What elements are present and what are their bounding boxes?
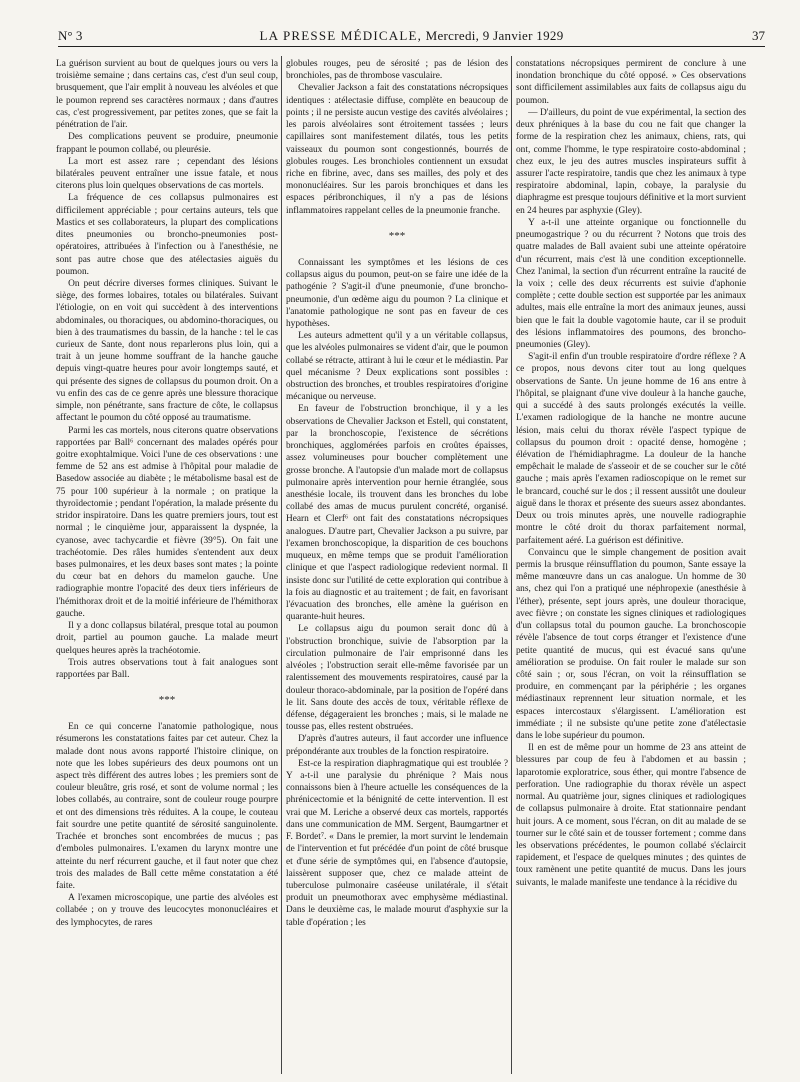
- column-rule: [511, 56, 512, 1074]
- paragraph: Il en est de même pour un homme de 23 ans atteint de blessures par coup de feu à l'abdomen et au bassin ; laparotomie exploratrice, sous éther, qui montre l'absence de perforation. Une radiographie du thorax révèle un aspect normal. Au quatrième jour, signes cliniques et radiologiques de collapsus pulmonaire à droite. Etat stationnaire pendant huit jours. A ce moment, sous l'écran, on dit au malade de se tourner sur le côté sain et de tousser fortement ; comme dans les observations précédentes, le poumon collabé s'éclaircit rapidement, et l'espace de quelques minutes ; des quintes de toux ramènent une petite quantité de mucus. Dans les jours suivants, le malade manifeste une tendance à la récidive du: [516, 743, 746, 888]
- paragraph: Il y a donc collapsus bilatéral, presque total au poumon droit, partiel au poumon gauche. La malade meurt quelques heures après la trachéotomie.: [56, 621, 278, 656]
- paragraph: En faveur de l'obstruction bronchique, il y a les observations de Chevalier Jackson et Estell, qui constatent, par la bronchoscopie, l'existence de sécrétions bronchiques, agglomérées parfois en croûtes épaisses, assez volumineuses pour boucher complètement une grosse bronche. A l'autopsie d'un malade mort de collapsus pulmonaire après intervention pour hernie étranglée, sous anesthésie locale, ils trouvent dans les bronches du lobe collabé des amas de mucus purulent concrété, organisé. Hearn et Clerf⁶ ont fait des constatations nécropsiques analogues. D'autre part, Chevalier Jackson a pu suivre, par l'examen bronchoscopique, la disparition de ces bouchons muqueux, en même temps que se produit l'amélioration clinique et que l'aspect radiologique redevient normal. Il insiste donc sur l'utilité de cette exploration qui contribue à la fois au diagnostic et au traitement ; de fait, en favorisant l'évacuation des bronches, elle amène la guérison en quarante-huit heures.: [286, 404, 508, 623]
- column-rule: [281, 56, 282, 1074]
- paragraph: En ce qui concerne l'anatomie pathologique, nous résumerons les constatations faites par cet auteur. Chez la malade dont nous avons rapporté l'histoire clinique, on note que les lobes supérieurs des deux poumons ont un aspect très différent des autres lobes ; les premiers sont de couleur bleuâtre, gris rosé, et sont de volume normal ; les lobes collabés, au contraire, sont de couleur rouge pourpre et ont des dimensions très réduites. A la coupe, le couteau fait sourdre une petite quantité de sérosité sanguinolente. Trachée et bronches sont encombrées de mucus ; pas d'emboles pulmonaires. L'examen du larynx montre une atteinte du nerf récurrent gauche, et il faut noter que chez trois des malades de Ball cette même constatation a été faite.: [56, 722, 278, 891]
- journal-title: [58, 28, 765, 44]
- running-header: [58, 26, 765, 47]
- paragraph: Chevalier Jackson a fait des constatations nécropsiques identiques : atélectasie diffuse, complète en beaucoup de points ; il ne persiste aucun vestige des cavités alvéolaires ; les parois alvéolaires sont étroitement tassées ; leurs capillaires sont manifestement dilatés, tous les petits vaisseaux du poumon sont congestionnés, bourrés de globules rouges. Les bronchioles contiennent un exsudat riche en fibrine, avec, dans ses mailles, des poly et des mononucléaires. Sur les parois bronchiques et dans les espaces péribronchiques, il n'y a pas de lésions inflammatoires rappelant celles de la pneumonie franche.: [286, 83, 508, 216]
- page-number: 37: [752, 28, 765, 43]
- paragraph: Parmi les cas mortels, nous citerons quatre observations rapportées par Ball⁶ concernant des malades opérés pour goitre exophtalmique. Voici l'une de ces observations : une femme de 52 ans est admise à l'hôpital pour maladie de Basedow associée au diabète ; le métabolisme basal est de 75 pour 100 supérieur à la normale ; on pratique la thyroïdectomie ; pendant l'opération, la malade présente du stridor inspiratoire. Dans les quatre premiers jours, tout est normal ; le cinquième jour, apparaissent la dyspnée, la cyanose, avec tachycardie et fièvre (39°5). On fait une trachéotomie. Des râles humides s'entendent aux deux bases pulmonaires, et les deux bases sont mates ; la pointe du cœur bat en dehors du mamelon gauche. Une radiographie montre l'opacité des deux tiers inférieurs de l'hémithorax droit et de la moitié inférieure de l'hémithorax gauche.: [56, 425, 278, 619]
- text-column-1: [56, 58, 278, 1073]
- paragraph: La mort est assez rare ; cependant des lésions bilatérales peuvent entraîner une issue fatale, et nous citerons plus loin quelques observations de cas mortels.: [56, 156, 278, 192]
- paragraph: La fréquence de ces collapsus pulmonaires est difficilement appréciable ; pour certains auteurs, tels que Mastics et ses collaborateurs, la plupart des complications dites pneumonies ou broncho-pneumonies post-opératoires, attribuées à l'infection ou à l'anesthésie, ne sont pas autre chose que des atélectasies aiguës du poumon.: [56, 193, 278, 277]
- paragraph: Les auteurs admettent qu'il y a un véritable collapsus, que les alvéoles pulmonaires se vident d'air, que le poumon collabé se rétracte, attirant à lui le cœur et le médiastin. Par quel mécanisme ? Deux explications sont possibles : obstruction des bronches, et troubles respiratoires d'origine mécanique ou nerveuse.: [286, 331, 508, 403]
- section-separator: ***: [388, 229, 406, 242]
- paragraph: S'agit-il enfin d'un trouble respiratoire d'ordre réflexe ? A ce propos, nous devons citer tout au long quelques observations de Sante. Un jeune homme de 16 ans entre à l'hôpital, se plaignant d'une vive douleur à la hanche gauche, qui a succédé à des sauts prolongés exécutés la veille. L'examen radiologique de la hanche ne montre aucune lésion, mais celui du thorax révèle l'aspect typique de collapsus du poumon droit : opacité dense, homogène ; élévation de l'hémidiaphragme. La douleur de la hanche empêchait le malade de s'asseoir et de se coucher sur le côté gauche ; mais après l'examen radioscopique on le remet sur le brancard, couché sur le dos ; il ressent aussitôt une douleur aiguë dans le thorax et présente des sueurs assez abondantes. Deux ou trois minutes après, une nouvelle radiographie montre le côté droit du thorax parfaitement normal, parfaitement aéré. La guérison est définitive.: [516, 352, 746, 546]
- text-column-2: [286, 58, 508, 1073]
- paragraph: constatations nécropsiques permirent de conclure à une inondation bronchique du côté opposé. » Ces observations sont difficilement assimilables aux faits de collapsus aigu du poumon.: [516, 59, 746, 106]
- paragraph: — D'ailleurs, du point de vue expérimental, la section des deux phréniques à la base du cou ne fait que changer la forme de la respiration chez les animaux, chiens, rats, qui ont, comme l'homme, le type respiratoire costo-abdominal ; chez eux, le jeu des autres muscles inspirateurs suffit à assurer l'acte respiratoire, tandis que chez les animaux à type respiratoire abdominal, lapin, cobaye, la paralysie du diaphragme est presque toujours définitive et la mort survient en 24 heures par asphyxie (Gley).: [516, 107, 746, 216]
- paragraph: D'après d'autres auteurs, il faut accorder une influence prépondérante aux troubles de la fonction respiratoire.: [286, 734, 508, 757]
- text-column-3: [516, 58, 746, 1073]
- paragraph: Est-ce la respiration diaphragmatique qui est troublée ? Y a-t-il une paralysie du phrénique ? Mais nous connaissons bien à l'heure actuelle les conséquences de la phrénicectomie et la bénignité de cette intervention. Il est vrai que M. Leriche a observé deux cas mortels, rapportés dans une communication de MM. Sergent, Baumgartner et F. Bordet⁷. « Dans le premier, la mort survint le lendemain de l'intervention et fut précédée d'un point de côté brusque et d'une série de symptômes qui, en l'absence d'autopsie, laissèrent supposer que, chez ce malade atteint de tuberculose pulmonaire caséeuse unilatérale, il s'était produit un pneumothorax avec emphysème médiastinal. Dans le deuxième cas, le malade mourut d'asphyxie sur la table d'opération ; les: [286, 758, 508, 928]
- paragraph: On peut décrire diverses formes cliniques. Suivant le siège, des formes lobaires, totales ou bilatérales. Suivant l'étiologie, on en voit qui succèdent à des interventions abdominales, ou thoraciques, ou abdomino-thoraciques, ou bien à des traumatismes du bassin, de la hanche : tel le cas curieux de Sante, dont nous reparlerons plus loin, qui a trait à un jeune homme souffrant de la hanche gauche depuis vingt-quatre heures pour avoir longtemps sauté, et qui présente des signes de collapsus du poumon droit. On a vu enfin des cas de ce genre après une blessure thoracique simple, non pénétrante, sans fracture de côte, le collapsus affectant le poumon du côté opposé au traumatisme.: [56, 278, 278, 424]
- paragraph: A l'examen microscopique, une partie des alvéoles est collabée ; on y trouve des leucocytes mononucléaires et des lymphocytes, de rares: [56, 893, 278, 928]
- paragraph: Convaincu que le simple changement de position avait permis la brusque réinsufflation du poumon, Sante essaye la même manœuvre dans un cas analogue. Un homme de 30 ans, chez qui l'on a pratiqué une néphropexie (anesthésie à l'éther), présente, sept jours après, une douleur thoracique, avec fièvre ; on constate les signes cliniques et radiologiques d'un collapsus total du poumon gauche. La bronchoscopie révèle l'absence de tout corps étranger et l'existence d'une petite quantité de mucus, qui est évacué sans qu'une amélioration se produise. On fait rouler le malade sur son côté sain ; or, sous l'écran, on voit la réinsufflation se produire, en commençant par la périphérie ; les organes médiastinaux reprennent leur situation normale, et les espaces intercostaux s'élargissent. L'amélioration est immédiate ; il ne subsiste qu'une petite zone d'atélectasie dans le lobe supérieur du poumon.: [516, 547, 746, 742]
- issue-date: Mercredi, 9 Janvier 1929: [425, 28, 564, 43]
- issue-number: N° 3: [58, 28, 83, 43]
- paragraph: La guérison survient au bout de quelques jours ou vers la troisième semaine ; dans certains cas, c'est d'un seul coup, brusquement, que l'air emplit à nouveau les alvéoles et que le poumon reprend ses caractères normaux ; dans d'autres cas, c'est progressivement, par petites zones, que se fait la pénétration de l'air.: [56, 59, 278, 131]
- paragraph: Y a-t-il une atteinte organique ou fonctionnelle du pneumogastrique ? ou du récurrent ? Notons que trois des quatre malades de Ball avaient subi une atteinte opératoire d'un récurrent, mais c'est là une condition exceptionnelle. Chez l'animal, la section d'un récurrent entraîne la raucité de la voix ; celle des deux récurrents est suivie d'aphonie complète ; cette double section est supportée par les animaux adultes, mais elle entraîne la mort des animaux jeunes, aussi bien que le fait la double vagotomie haute, car il se produit des lésions inflammatoires des poumons, des broncho-pneumonies (Gley).: [516, 217, 746, 351]
- section-separator: ***: [158, 694, 176, 707]
- paragraph: Trois autres observations tout à fait analogues sont rapportées par Ball.: [56, 657, 278, 680]
- paragraph: Connaissant les symptômes et les lésions de ces collapsus aigus du poumon, peut-on se faire une idée de la pathogénie ? S'agit-il d'une pneumonie, d'une broncho-pneumonie, d'un œdème aigu du poumon ? La clinique et l'anatomie pathologique ne sont pas en faveur de ces hypothèses.: [286, 257, 508, 329]
- journal-name: LA PRESSE MÉDICALE,: [259, 28, 423, 43]
- paragraph: globules rouges, peu de sérosité ; pas de lésion des bronchioles, pas de thrombose vasculaire.: [286, 59, 508, 82]
- paragraph: Des complications peuvent se produire, pneumonie frappant le poumon collabé, ou pleurésie.: [56, 132, 278, 155]
- paragraph: Le collapsus aigu du poumon serait donc dû à l'obstruction bronchique, suivie de l'absorption par la circulation pulmonaire de l'air emprisonné dans les alvéoles ; l'obstruction serait elle-même favorisée par un ralentissement des mouvements respiratoires, causé par la douleur thoraco-abdominale, par la position de l'opéré dans le lit. Sans doute des accès de toux, véritable réflexe de défense, dégageraient les bronches ; mais, si le malade ne tousse pas, elles restent obstruées.: [286, 624, 508, 733]
